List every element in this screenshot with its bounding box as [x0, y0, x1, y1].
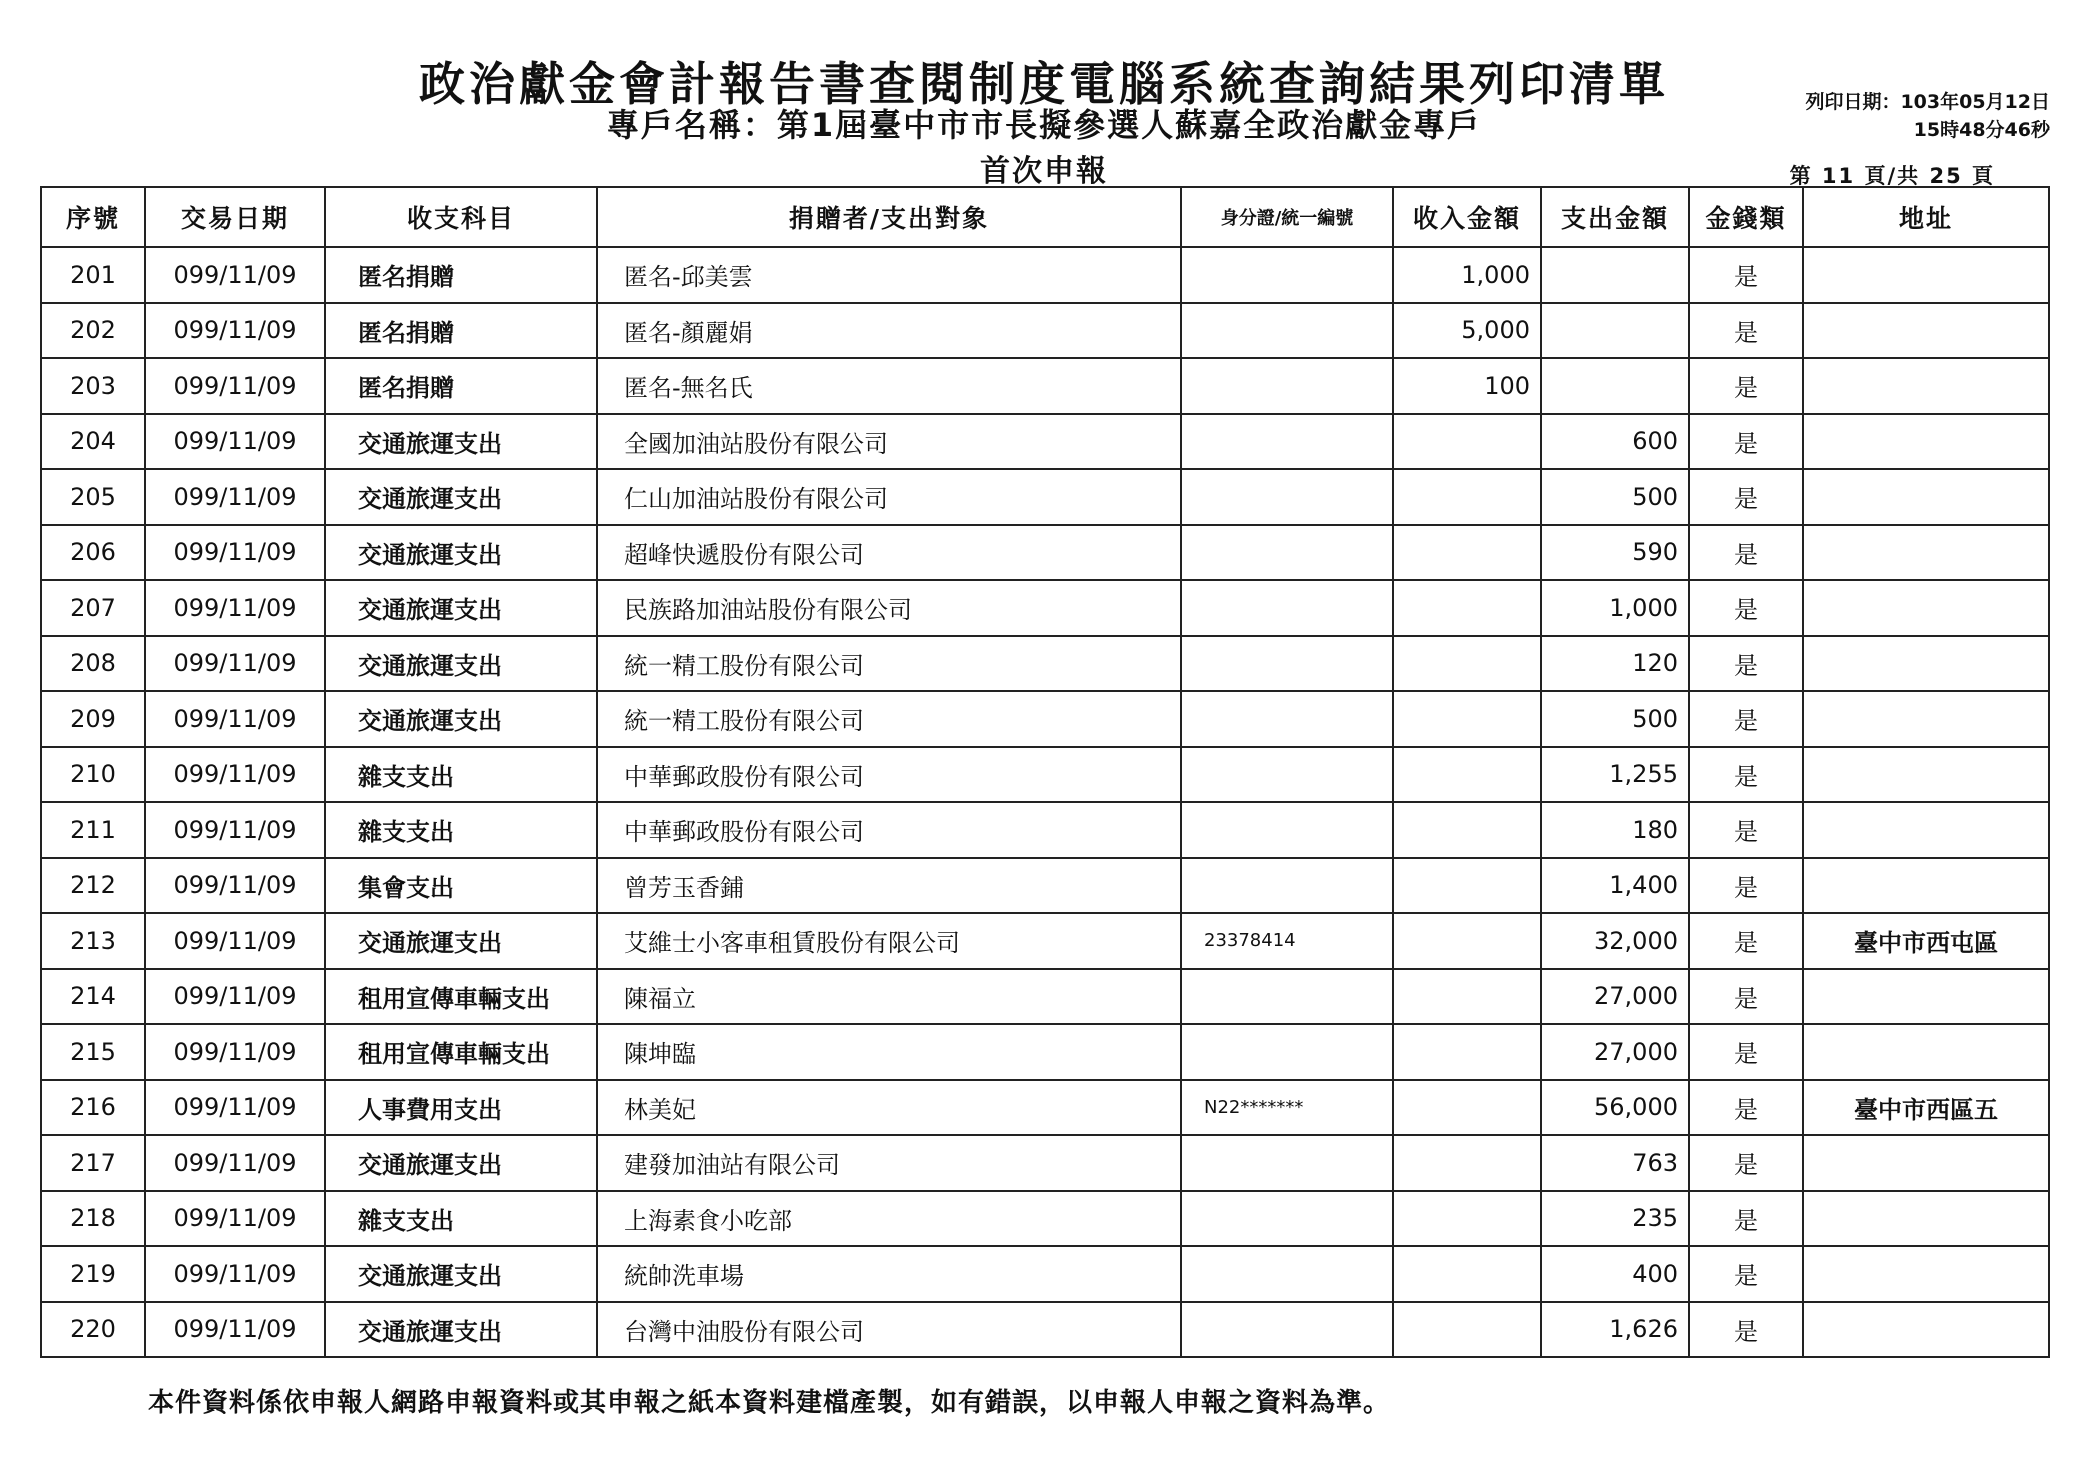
table-row — [41, 747, 2049, 803]
table-row — [41, 802, 2049, 858]
cell-no: 217 — [41, 1135, 145, 1191]
cell-date: 099/11/09 — [145, 1135, 325, 1191]
cell-subject: 交通旅運支出 — [325, 1135, 597, 1191]
cell-date: 099/11/09 — [145, 1302, 325, 1358]
cell-no: 203 — [41, 358, 145, 414]
cell-date: 099/11/09 — [145, 636, 325, 692]
cell-id — [1181, 1302, 1393, 1358]
table-row — [41, 303, 2049, 359]
cell-expense: 180 — [1541, 802, 1689, 858]
cell-address — [1803, 525, 2049, 581]
cell-party: 匿名-邱美雲 — [597, 247, 1181, 303]
cell-address — [1803, 414, 2049, 470]
cell-party: 曾芳玉香鋪 — [597, 858, 1181, 914]
cell-income — [1393, 580, 1541, 636]
cell-cash: 是 — [1689, 247, 1803, 303]
cell-date: 099/11/09 — [145, 303, 325, 359]
cell-income — [1393, 1135, 1541, 1191]
cell-address — [1803, 1135, 2049, 1191]
table-row — [41, 1135, 2049, 1191]
cell-cash: 是 — [1689, 747, 1803, 803]
col-header-subject: 收支科目 — [325, 187, 597, 247]
cell-id — [1181, 802, 1393, 858]
cell-date: 099/11/09 — [145, 802, 325, 858]
cell-cash: 是 — [1689, 858, 1803, 914]
cell-expense: 500 — [1541, 469, 1689, 525]
table-row — [41, 469, 2049, 525]
cell-cash: 是 — [1689, 1080, 1803, 1136]
cell-id — [1181, 969, 1393, 1025]
cell-no: 211 — [41, 802, 145, 858]
cell-subject: 交通旅運支出 — [325, 1302, 597, 1358]
cell-party: 上海素食小吃部 — [597, 1191, 1181, 1247]
cell-party: 統一精工股份有限公司 — [597, 636, 1181, 692]
cell-no: 214 — [41, 969, 145, 1025]
table-row — [41, 691, 2049, 747]
table-row — [41, 414, 2049, 470]
cell-expense: 590 — [1541, 525, 1689, 581]
table-row — [41, 1191, 2049, 1247]
cell-address — [1803, 747, 2049, 803]
cell-id — [1181, 691, 1393, 747]
cell-date: 099/11/09 — [145, 414, 325, 470]
col-header-cash: 金錢類 — [1689, 187, 1803, 247]
cell-party: 全國加油站股份有限公司 — [597, 414, 1181, 470]
transaction-table — [40, 186, 2050, 1358]
cell-income — [1393, 414, 1541, 470]
col-header-date: 交易日期 — [145, 187, 325, 247]
cell-subject: 交通旅運支出 — [325, 691, 597, 747]
cell-party: 陳福立 — [597, 969, 1181, 1025]
cell-income — [1393, 636, 1541, 692]
cell-expense: 27,000 — [1541, 1024, 1689, 1080]
cell-income — [1393, 691, 1541, 747]
cell-address — [1803, 1302, 2049, 1358]
cell-address — [1803, 1024, 2049, 1080]
table-header-row — [41, 187, 2049, 247]
cell-income — [1393, 802, 1541, 858]
cell-id — [1181, 358, 1393, 414]
cell-income: 100 — [1393, 358, 1541, 414]
cell-no: 204 — [41, 414, 145, 470]
cell-id — [1181, 414, 1393, 470]
cell-income — [1393, 469, 1541, 525]
cell-cash: 是 — [1689, 525, 1803, 581]
cell-date: 099/11/09 — [145, 747, 325, 803]
cell-id — [1181, 636, 1393, 692]
cell-subject: 租用宣傳車輛支出 — [325, 1024, 597, 1080]
cell-address — [1803, 858, 2049, 914]
cell-address — [1803, 1191, 2049, 1247]
cell-date: 099/11/09 — [145, 691, 325, 747]
cell-address — [1803, 691, 2049, 747]
cell-party: 統帥洗車場 — [597, 1246, 1181, 1302]
cell-subject: 雜支支出 — [325, 1191, 597, 1247]
cell-address: 臺中市西屯區 — [1803, 913, 2049, 969]
cell-no: 207 — [41, 580, 145, 636]
cell-cash: 是 — [1689, 636, 1803, 692]
cell-date: 099/11/09 — [145, 858, 325, 914]
cell-cash: 是 — [1689, 358, 1803, 414]
cell-no: 219 — [41, 1246, 145, 1302]
table-row — [41, 636, 2049, 692]
cell-party: 林美妃 — [597, 1080, 1181, 1136]
cell-address — [1803, 969, 2049, 1025]
cell-cash: 是 — [1689, 1302, 1803, 1358]
col-header-expense: 支出金額 — [1541, 187, 1689, 247]
cell-subject: 交通旅運支出 — [325, 414, 597, 470]
cell-party: 陳坤臨 — [597, 1024, 1181, 1080]
cell-address — [1803, 802, 2049, 858]
cell-date: 099/11/09 — [145, 358, 325, 414]
cell-id — [1181, 580, 1393, 636]
cell-expense: 32,000 — [1541, 913, 1689, 969]
cell-date: 099/11/09 — [145, 580, 325, 636]
print-time: 15時48分46秒 — [1913, 119, 2050, 141]
cell-date: 099/11/09 — [145, 1024, 325, 1080]
table-row — [41, 858, 2049, 914]
cell-subject: 雜支支出 — [325, 747, 597, 803]
cell-id — [1181, 303, 1393, 359]
cell-date: 099/11/09 — [145, 1191, 325, 1247]
cell-subject: 租用宣傳車輛支出 — [325, 969, 597, 1025]
cell-cash: 是 — [1689, 1246, 1803, 1302]
cell-subject: 人事費用支出 — [325, 1080, 597, 1136]
cell-party: 超峰快遞股份有限公司 — [597, 525, 1181, 581]
cell-income — [1393, 747, 1541, 803]
table-row — [41, 1024, 2049, 1080]
cell-party: 中華郵政股份有限公司 — [597, 747, 1181, 803]
cell-expense — [1541, 247, 1689, 303]
cell-cash: 是 — [1689, 580, 1803, 636]
cell-id — [1181, 1024, 1393, 1080]
cell-no: 209 — [41, 691, 145, 747]
table-row — [41, 969, 2049, 1025]
cell-subject: 交通旅運支出 — [325, 469, 597, 525]
cell-party: 民族路加油站股份有限公司 — [597, 580, 1181, 636]
cell-cash: 是 — [1689, 691, 1803, 747]
account-name: 專戶名稱：第1屆臺中市市長擬參選人蘇嘉全政治獻金專戶 — [606, 106, 1482, 144]
cell-expense: 56,000 — [1541, 1080, 1689, 1136]
cell-no: 220 — [41, 1302, 145, 1358]
cell-id — [1181, 469, 1393, 525]
cell-income — [1393, 1191, 1541, 1247]
cell-address — [1803, 1246, 2049, 1302]
cell-date: 099/11/09 — [145, 525, 325, 581]
cell-subject: 匿名捐贈 — [325, 303, 597, 359]
table-row — [41, 1080, 2049, 1136]
cell-expense: 1,626 — [1541, 1302, 1689, 1358]
footer-note: 本件資料係依申報人網路申報資料或其申報之紙本資料建檔產製，如有錯誤，以申報人申報之資料為準。 — [148, 1388, 1391, 1418]
cell-cash: 是 — [1689, 469, 1803, 525]
cell-no: 216 — [41, 1080, 145, 1136]
print-date: 列印日期：103年05月12日 — [1805, 91, 2050, 113]
cell-subject: 交通旅運支出 — [325, 913, 597, 969]
cell-expense — [1541, 358, 1689, 414]
cell-address — [1803, 358, 2049, 414]
cell-id: N22******* — [1181, 1080, 1393, 1136]
cell-party: 匿名-無名氏 — [597, 358, 1181, 414]
cell-party: 建發加油站有限公司 — [597, 1135, 1181, 1191]
cell-subject: 匿名捐贈 — [325, 358, 597, 414]
table-row — [41, 1302, 2049, 1358]
cell-income — [1393, 525, 1541, 581]
cell-cash: 是 — [1689, 1024, 1803, 1080]
table-row — [41, 525, 2049, 581]
cell-expense: 600 — [1541, 414, 1689, 470]
table-row — [41, 580, 2049, 636]
cell-date: 099/11/09 — [145, 913, 325, 969]
cell-party: 匿名-顏麗娟 — [597, 303, 1181, 359]
cell-address — [1803, 303, 2049, 359]
cell-subject: 交通旅運支出 — [325, 636, 597, 692]
cell-cash: 是 — [1689, 969, 1803, 1025]
table-row — [41, 1246, 2049, 1302]
cell-income: 5,000 — [1393, 303, 1541, 359]
cell-expense: 763 — [1541, 1135, 1689, 1191]
cell-income — [1393, 969, 1541, 1025]
cell-income: 1,000 — [1393, 247, 1541, 303]
cell-no: 215 — [41, 1024, 145, 1080]
cell-party: 艾維士小客車租賃股份有限公司 — [597, 913, 1181, 969]
cell-address — [1803, 580, 2049, 636]
cell-income — [1393, 913, 1541, 969]
cell-subject: 交通旅運支出 — [325, 580, 597, 636]
col-header-id: 身分證/統一編號 — [1181, 187, 1393, 247]
table-row — [41, 913, 2049, 969]
cell-id — [1181, 1191, 1393, 1247]
cell-cash: 是 — [1689, 1135, 1803, 1191]
table-row — [41, 358, 2049, 414]
col-header-address: 地址 — [1803, 187, 2049, 247]
cell-expense: 235 — [1541, 1191, 1689, 1247]
cell-id — [1181, 525, 1393, 581]
cell-income — [1393, 1080, 1541, 1136]
cell-id — [1181, 747, 1393, 803]
cell-party: 台灣中油股份有限公司 — [597, 1302, 1181, 1358]
report-title: 政治獻金會計報告書查閱制度電腦系統查詢結果列印清單 — [419, 57, 1669, 111]
cell-id — [1181, 858, 1393, 914]
report-type: 首次申報 — [980, 154, 1108, 189]
cell-party: 仁山加油站股份有限公司 — [597, 469, 1181, 525]
cell-expense — [1541, 303, 1689, 359]
cell-subject: 匿名捐贈 — [325, 247, 597, 303]
cell-no: 213 — [41, 913, 145, 969]
cell-no: 205 — [41, 469, 145, 525]
cell-date: 099/11/09 — [145, 247, 325, 303]
page-info: 第 11 頁/共 25 頁 — [1789, 164, 1995, 188]
cell-no: 201 — [41, 247, 145, 303]
cell-date: 099/11/09 — [145, 969, 325, 1025]
cell-no: 208 — [41, 636, 145, 692]
cell-date: 099/11/09 — [145, 469, 325, 525]
print-info — [1805, 88, 2050, 144]
cell-address: 臺中市西區五 — [1803, 1080, 2049, 1136]
cell-expense: 27,000 — [1541, 969, 1689, 1025]
cell-cash: 是 — [1689, 913, 1803, 969]
cell-cash: 是 — [1689, 802, 1803, 858]
cell-expense: 1,255 — [1541, 747, 1689, 803]
cell-id — [1181, 1246, 1393, 1302]
cell-address — [1803, 469, 2049, 525]
cell-subject: 雜支支出 — [325, 802, 597, 858]
col-header-income: 收入金額 — [1393, 187, 1541, 247]
cell-date: 099/11/09 — [145, 1080, 325, 1136]
cell-no: 218 — [41, 1191, 145, 1247]
cell-cash: 是 — [1689, 414, 1803, 470]
cell-party: 中華郵政股份有限公司 — [597, 802, 1181, 858]
cell-no: 212 — [41, 858, 145, 914]
cell-address — [1803, 636, 2049, 692]
cell-subject: 交通旅運支出 — [325, 525, 597, 581]
cell-income — [1393, 1302, 1541, 1358]
col-header-party: 捐贈者/支出對象 — [597, 187, 1181, 247]
cell-subject: 交通旅運支出 — [325, 1246, 597, 1302]
cell-id — [1181, 247, 1393, 303]
cell-expense: 400 — [1541, 1246, 1689, 1302]
cell-income — [1393, 1024, 1541, 1080]
cell-party: 統一精工股份有限公司 — [597, 691, 1181, 747]
cell-id: 23378414 — [1181, 913, 1393, 969]
cell-cash: 是 — [1689, 303, 1803, 359]
cell-subject: 集會支出 — [325, 858, 597, 914]
cell-no: 202 — [41, 303, 145, 359]
cell-expense: 500 — [1541, 691, 1689, 747]
cell-income — [1393, 858, 1541, 914]
cell-cash: 是 — [1689, 1191, 1803, 1247]
cell-no: 206 — [41, 525, 145, 581]
cell-no: 210 — [41, 747, 145, 803]
cell-id — [1181, 1135, 1393, 1191]
table-row — [41, 247, 2049, 303]
cell-expense: 1,400 — [1541, 858, 1689, 914]
cell-expense: 120 — [1541, 636, 1689, 692]
cell-expense: 1,000 — [1541, 580, 1689, 636]
col-header-no: 序號 — [41, 187, 145, 247]
cell-date: 099/11/09 — [145, 1246, 325, 1302]
cell-income — [1393, 1246, 1541, 1302]
cell-address — [1803, 247, 2049, 303]
